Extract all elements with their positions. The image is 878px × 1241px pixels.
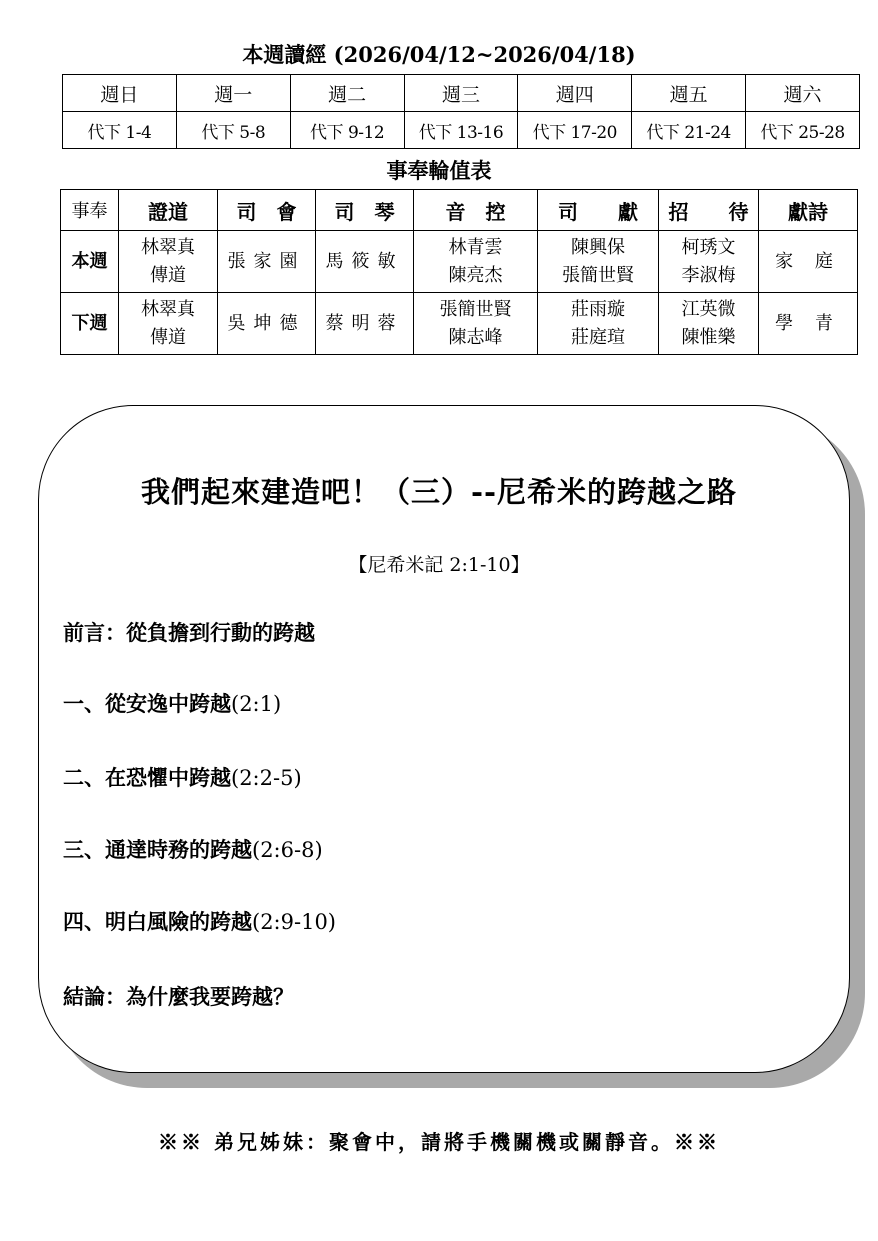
sermon-point	[63, 834, 323, 864]
cell-line: 張簡世賢	[562, 264, 634, 286]
duty-cell-presider: 吳坤德	[218, 293, 316, 355]
point-text: 三、通達時務的跨越	[63, 837, 252, 862]
cell-line: 陳志峰	[448, 326, 503, 348]
reading-title: 本週讀經 (2026/04/12~2026/04/18)	[242, 42, 636, 67]
reading-day: 週日	[63, 75, 177, 112]
sermon-point	[63, 688, 281, 718]
duty-cell-sound	[414, 231, 538, 293]
duty-cell-offering	[538, 293, 659, 355]
reading-day: 週二	[290, 75, 404, 112]
reading-range: 代下 21-24	[632, 112, 746, 149]
reading-range: 代下 17-20	[518, 112, 632, 149]
reading-ranges-row	[63, 112, 860, 149]
duty-roster-table	[60, 189, 858, 355]
duty-header: 司 獻	[538, 190, 659, 231]
reading-day: 週四	[518, 75, 632, 112]
duty-header: 司 會	[218, 190, 316, 231]
duty-cell-presider: 張家園	[218, 231, 316, 293]
duty-row-this-week	[61, 231, 858, 293]
sermon-point	[63, 906, 336, 936]
point-text: 結論：為什麼我要跨越？	[63, 984, 294, 1009]
duty-cell-choir: 學 青	[759, 293, 858, 355]
duty-header: 招 待	[659, 190, 759, 231]
cell-line: 陳亮杰	[448, 264, 503, 286]
reading-day: 週三	[404, 75, 518, 112]
reading-day: 週一	[176, 75, 290, 112]
reading-range: 代下 9-12	[290, 112, 404, 149]
duty-cell-sound	[414, 293, 538, 355]
cell-line: 莊雨璇	[571, 298, 625, 320]
point-text: 二、在恐懼中跨越	[63, 765, 231, 790]
sermon-point	[63, 617, 315, 647]
point-ref: (2:2-5)	[231, 766, 302, 790]
duty-cell-usher	[659, 231, 759, 293]
reading-day: 週六	[746, 75, 860, 112]
cell-line: 林翠真	[141, 298, 195, 320]
duty-row-next-week	[61, 293, 858, 355]
cell-line: 陳惟樂	[681, 326, 736, 348]
reading-day: 週五	[632, 75, 746, 112]
point-text: 前言：從負擔到行動的跨越	[63, 620, 315, 645]
duty-cell-choir: 家 庭	[759, 231, 858, 293]
sermon-point	[63, 981, 294, 1011]
reading-range: 代下 25-28	[746, 112, 860, 149]
duty-header: 證道	[119, 190, 218, 231]
cell-line: 江英微	[681, 298, 736, 320]
point-ref: (2:1)	[231, 692, 282, 716]
duty-cell-usher	[659, 293, 759, 355]
cell-line: 陳興保	[571, 236, 625, 258]
duty-cell-preacher	[119, 231, 218, 293]
duty-header: 事奉	[61, 190, 119, 231]
point-ref: (2:6-8)	[252, 838, 323, 862]
reading-days-row	[63, 75, 860, 112]
reading-range: 代下 5-8	[176, 112, 290, 149]
cell-line: 傳道	[150, 264, 186, 286]
cell-line: 莊庭瑄	[571, 326, 625, 348]
phone-silence-notice: ※※ 弟兄姊妹：聚會中，請將手機關機或關靜音。※※	[158, 1130, 720, 1154]
duty-cell-offering	[538, 231, 659, 293]
point-text: 一、從安逸中跨越	[63, 691, 231, 716]
duty-header: 司 琴	[316, 190, 414, 231]
cell-line: 張簡世賢	[439, 298, 512, 320]
scripture-reference: 【尼希米記 2:1-10】	[348, 554, 530, 576]
cell-line: 傳道	[150, 326, 186, 348]
week-label: 本週	[61, 231, 119, 293]
duty-header-row	[61, 190, 858, 231]
sermon-title: 我們起來建造吧！（三）--尼希米的跨越之路	[140, 475, 738, 509]
duty-cell-pianist: 馬筱敏	[316, 231, 414, 293]
point-ref: (2:9-10)	[252, 910, 336, 934]
bible-reading-table	[62, 74, 860, 149]
duty-cell-preacher	[119, 293, 218, 355]
duty-header: 音 控	[414, 190, 538, 231]
duty-cell-pianist: 蔡明蓉	[316, 293, 414, 355]
duty-roster-title: 事奉輪值表	[386, 158, 492, 183]
reading-range: 代下 13-16	[404, 112, 518, 149]
duty-header: 獻詩	[759, 190, 858, 231]
reading-range: 代下 1-4	[63, 112, 177, 149]
cell-line: 李淑梅	[681, 264, 736, 286]
cell-line: 林翠真	[141, 236, 195, 258]
point-text: 四、明白風險的跨越	[63, 909, 252, 934]
sermon-point	[63, 762, 302, 792]
cell-line: 柯琇文	[681, 236, 736, 258]
cell-line: 林青雲	[448, 236, 503, 258]
week-label: 下週	[61, 293, 119, 355]
